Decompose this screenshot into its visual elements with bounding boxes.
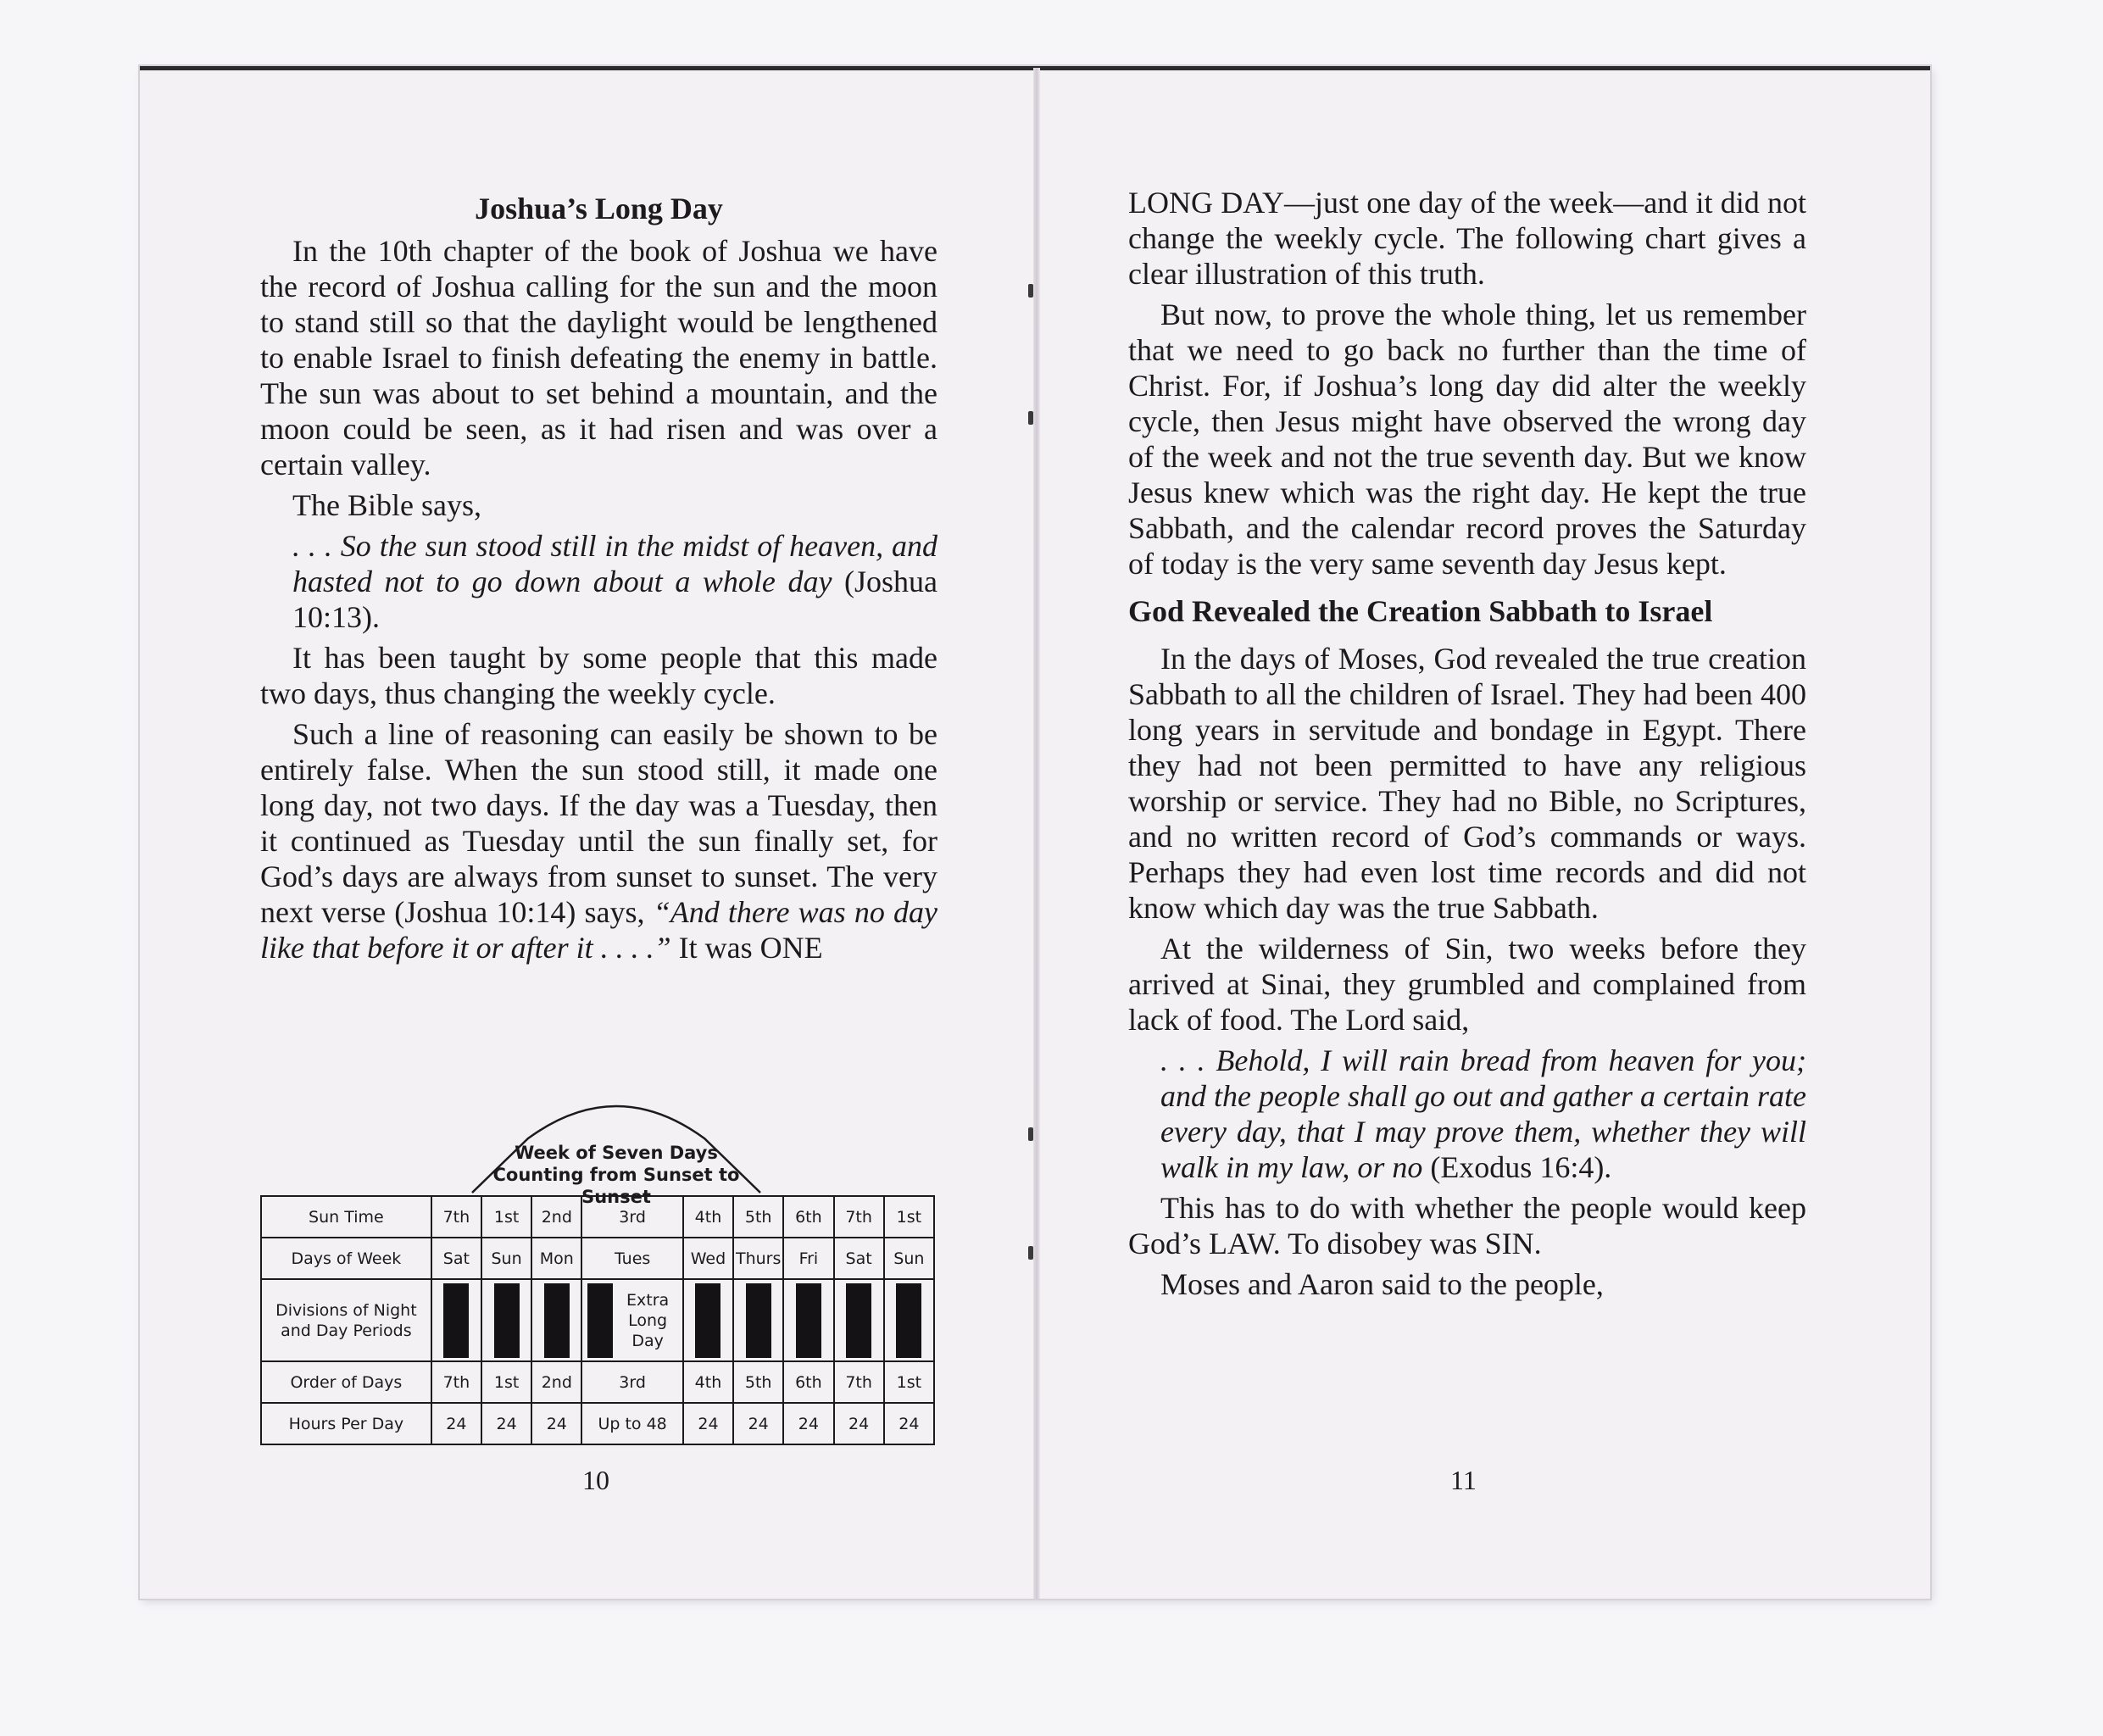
quote-text: . . . Behold, I will rain bread from heaven for you; and the people shall go out and gather a certain rate every day, that I may prove them, whether they will walk in my law, or no: [1160, 1043, 1806, 1184]
table-cell: 3rd: [581, 1196, 682, 1238]
table-cell: 1st: [884, 1196, 934, 1238]
night-day-cell: [431, 1279, 481, 1361]
night-period-bar: [796, 1283, 821, 1358]
table-cell: Sun: [481, 1238, 531, 1279]
night-day-cell: [733, 1279, 783, 1361]
week-table: [260, 1195, 935, 1445]
row-label: Days of Week: [261, 1238, 431, 1279]
table-cell: Sat: [834, 1238, 884, 1279]
extra-long-day-label: Extra Long Day: [626, 1290, 670, 1350]
book-spine: [1033, 68, 1040, 1599]
table-cell: 24: [481, 1403, 531, 1444]
table-cell: 2nd: [531, 1361, 581, 1403]
table-cell: Fri: [783, 1238, 833, 1279]
table-cell: 5th: [733, 1196, 783, 1238]
chart-title-line1: Week of Seven Days: [515, 1143, 718, 1163]
paragraph-prove: But now, to prove the whole thing, let us remember that we need to go back no further than the time of Christ. For, if Joshua’s long day did alter the weekly cycle, then Jesus might have observed the wrong day of the week and not the true seventh day. But we know Jesus knew which was the right day. He kept the true Sabbath, and the calendar record proves the Saturday of today is the very same seventh day Jesus kept.: [1128, 298, 1806, 581]
table-cell: Thurs: [733, 1238, 783, 1279]
row-order-of-days: [261, 1361, 934, 1403]
night-day-cell: [783, 1279, 833, 1361]
table-cell: 4th: [683, 1361, 733, 1403]
table-cell: Sun: [884, 1238, 934, 1279]
table-cell: 24: [531, 1403, 581, 1444]
table-cell: Mon: [531, 1238, 581, 1279]
table-cell: Sat: [431, 1238, 481, 1279]
table-cell: 7th: [431, 1361, 481, 1403]
paragraph-joshua-intro: In the 10th chapter of the book of Joshua we have the record of Joshua calling for the sun and the moon to stand still so that the daylight would be lengthened to enable Israel to finish defeating the enemy in battle. The sun was about to set behind a mountain, and the moon could be seen, as it had risen and was over a certain valley.: [260, 234, 937, 481]
page-number-right: 11: [1450, 1465, 1477, 1495]
table-cell: 6th: [783, 1196, 833, 1238]
paragraph-reasoning: [260, 716, 937, 965]
right-page-heading: God Revealed the Creation Sabbath to Israel: [1128, 594, 1713, 628]
paragraph-sin: At the wilderness of Sin, two weeks before they arrived at Sinai, they grumbled and complained from lack of food. The Lord said,: [1128, 932, 1806, 1037]
table-cell: 7th: [834, 1361, 884, 1403]
night-period-bar: [746, 1283, 771, 1358]
table-cell: Tues: [581, 1238, 682, 1279]
staple: [1028, 1246, 1033, 1260]
night-period-bar: [846, 1283, 871, 1358]
night-period-bar: [896, 1283, 921, 1358]
table-cell: 1st: [481, 1361, 531, 1403]
row-divisions: [261, 1279, 934, 1361]
night-day-cell: [884, 1279, 934, 1361]
reasoning-end: It was ONE: [670, 931, 823, 965]
table-cell: 24: [884, 1403, 934, 1444]
table-cell: 24: [683, 1403, 733, 1444]
quote-text: . . . So the sun stood still in the midst of heaven, and hasted not to go down about a whole day: [292, 529, 937, 598]
row-days-of-week: [261, 1238, 934, 1279]
night-period-bar: [443, 1283, 469, 1358]
paragraph-law: This has to do with whether the people would keep God’s LAW. To disobey was SIN.: [1128, 1191, 1806, 1260]
paragraph-bible-says: The Bible says,: [292, 488, 481, 522]
row-label: Sun Time: [261, 1196, 431, 1238]
night-day-cell: [531, 1279, 581, 1361]
paragraph-moses: In the days of Moses, God revealed the true creation Sabbath to all the children of Israel. They had been 400 long years in servitude and bondage in Egypt. There they had not been permitted to have any religious worship or service. They had no Bible, no Scriptures, and no written record of God’s commands or ways. Perhaps they had even lost time records and did not know which day was the true Sabbath.: [1128, 642, 1806, 925]
left-page-heading: Joshua’s Long Day: [475, 192, 723, 225]
reasoning-quote: “And there was no day like that before it or after it . . . .”: [260, 895, 937, 965]
table-cell: 6th: [783, 1361, 833, 1403]
table-cell: 24: [834, 1403, 884, 1444]
row-label: Divisions of Night and Day Periods: [261, 1279, 431, 1361]
right-page: [1128, 185, 1806, 1307]
paragraph-long-day: LONG DAY—just one day of the week—and it did not change the weekly cycle. The following chart gives a clear illustration of this truth.: [1128, 186, 1806, 291]
table-cell: 24: [733, 1403, 783, 1444]
night-period-bar: [494, 1283, 520, 1358]
staple: [1028, 411, 1033, 425]
week-chart: [260, 1098, 935, 1454]
night-day-cell: [683, 1279, 733, 1361]
quote-exodus-16-4: [1160, 1043, 1806, 1185]
night-period-bar: [587, 1283, 613, 1358]
table-cell: 2nd: [531, 1196, 581, 1238]
staple: [1028, 284, 1033, 298]
reasoning-text: Such a line of reasoning can easily be shown to be entirely false. When the sun stood still, it made one long day, not two days. If the day was a Tuesday, then it continued as Tuesday until the sun finally set, for God’s days are always from sunset to sunset. The very next verse (Joshua 10:14) says,: [260, 717, 937, 929]
chart-title-line2: Counting from Sunset to Sunset: [492, 1165, 740, 1207]
table-cell: 24: [783, 1403, 833, 1444]
table-cell: 3rd: [581, 1361, 682, 1403]
table-cell: 1st: [481, 1196, 531, 1238]
row-label: Order of Days: [261, 1361, 431, 1403]
table-cell: 4th: [683, 1196, 733, 1238]
table-cell: 5th: [733, 1361, 783, 1403]
table-cell: Up to 48: [581, 1403, 682, 1444]
paragraph-taught: It has been taught by some people that this made two days, thus changing the weekly cycle.: [260, 641, 937, 710]
night-period-bar: [544, 1283, 570, 1358]
table-cell: 24: [431, 1403, 481, 1444]
quote-reference: (Exodus 16:4).: [1422, 1150, 1612, 1184]
night-day-cell: [481, 1279, 531, 1361]
quote-reference: (Joshua 10:13).: [292, 565, 937, 634]
row-hours-per-day: [261, 1403, 934, 1444]
quote-joshua-10-13: [292, 528, 937, 635]
row-sun-time: [261, 1196, 934, 1238]
staple: [1028, 1127, 1033, 1141]
page-number-left: 10: [582, 1465, 609, 1495]
night-day-cell: [834, 1279, 884, 1361]
paragraph-aaron: Moses and Aaron said to the people,: [1160, 1267, 1604, 1301]
night-period-bar: [695, 1283, 720, 1358]
table-cell: 7th: [431, 1196, 481, 1238]
table-cell: 1st: [884, 1361, 934, 1403]
table-cell: 7th: [834, 1196, 884, 1238]
row-label: Hours Per Day: [261, 1403, 431, 1444]
extra-long-day-cell: [581, 1279, 682, 1361]
table-cell: Wed: [683, 1238, 733, 1279]
left-page: [260, 191, 937, 971]
